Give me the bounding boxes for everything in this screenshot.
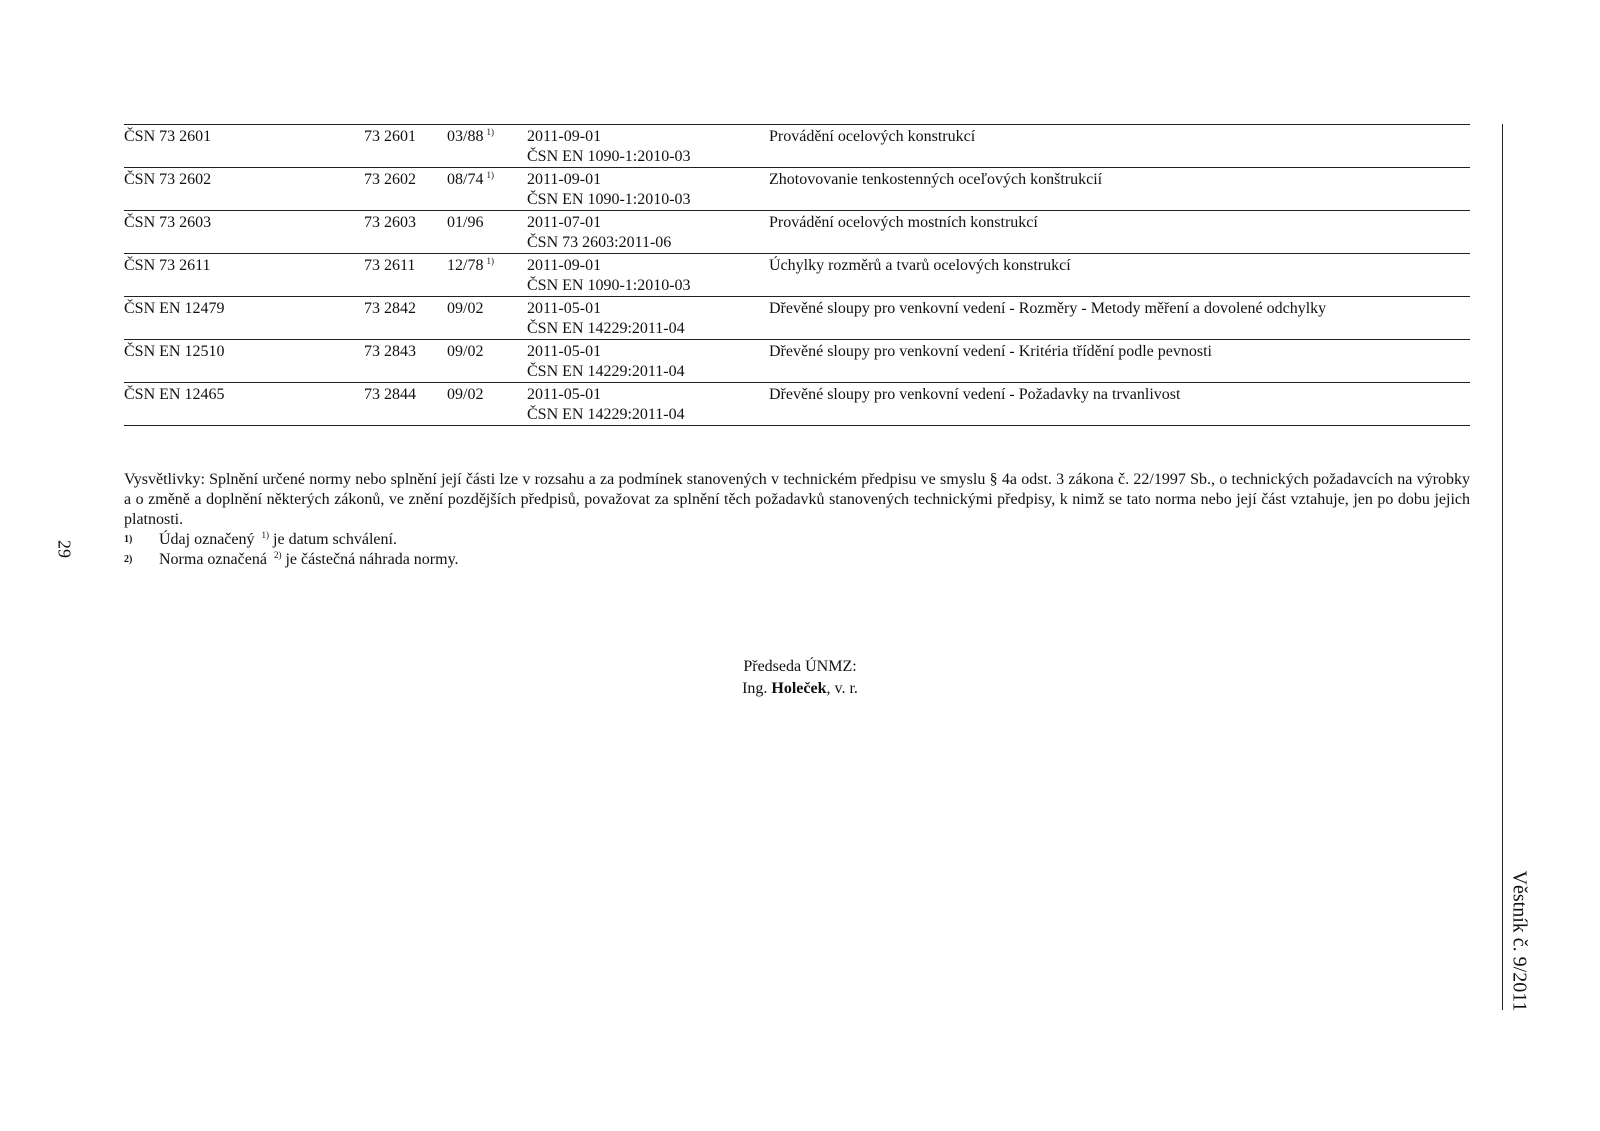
date-text: 2011-07-01	[527, 214, 602, 231]
note-mark: 1)	[124, 534, 133, 545]
title-text: Provádění ocelových mostních konstrukcí	[769, 214, 1038, 231]
date-cell	[527, 297, 769, 340]
signature-name: Holeček	[771, 680, 827, 697]
norm-cell	[124, 211, 364, 254]
title-text: Dřevěné sloupy pro venkovní vedení - Požadavky na trvanlivost	[769, 386, 1181, 403]
issued-cell	[447, 168, 527, 211]
date-cell	[527, 383, 769, 426]
norm-text: ČSN EN 12479	[124, 300, 225, 317]
title-cell	[769, 383, 1470, 426]
note-text: Norma označená	[159, 551, 267, 568]
explanation-text: Vysvětlivky: Splnění určené normy nebo splnění její části lze v rozsahu a za podmínek stanovených v technickém předpisu ve smyslu § 4a odst. 3 zákona č. 22/1997 Sb., o technických požadavcích na výrobky a o změně a doplnění některých zákonů, ve znění pozdějších předpisů, považovat za splnění těch požadavků stanovených technickými předpisy, k nimž se tato norma nebo její část vztahuje, jen po dobu jejich platnosti.	[124, 471, 1470, 528]
class-text: 73 2842	[364, 300, 416, 317]
date-text: ČSN EN 14229:2011-04	[527, 363, 685, 380]
note-text: je datum schválení.	[273, 531, 397, 548]
norm-text: ČSN 73 2603	[124, 214, 212, 231]
date-cell	[527, 254, 769, 297]
norm-cell	[124, 125, 364, 168]
class-text: 73 2601	[364, 128, 416, 145]
table-row	[124, 211, 1470, 254]
date-text: 2011-05-01	[527, 300, 602, 317]
signature-line	[0, 678, 1600, 700]
date-text: 2011-05-01	[527, 343, 602, 360]
class-cell	[364, 297, 447, 340]
title-text: Provádění ocelových konstrukcí	[769, 128, 976, 145]
class-cell	[364, 168, 447, 211]
norm-cell	[124, 297, 364, 340]
class-text: 73 2603	[364, 214, 416, 231]
note-sup: 2)	[273, 549, 282, 560]
title-cell	[769, 297, 1470, 340]
norm-cell	[124, 383, 364, 426]
date-text: ČSN EN 1090-1:2010-03	[527, 277, 691, 294]
class-cell	[364, 383, 447, 426]
date-cell	[527, 211, 769, 254]
table-row	[124, 383, 1470, 426]
issued-cell	[447, 297, 527, 340]
issued-text: 01/96	[447, 214, 484, 231]
class-cell	[364, 254, 447, 297]
title-text: Zhotovovanie tenkostenných oceľových konštrukcií	[769, 171, 1103, 188]
date-text: ČSN EN 14229:2011-04	[527, 320, 685, 337]
class-text: 73 2844	[364, 386, 416, 403]
date-text: 2011-05-01	[527, 386, 602, 403]
norm-text: ČSN EN 12510	[124, 343, 225, 360]
title-cell	[769, 254, 1470, 297]
title-cell	[769, 125, 1470, 168]
footnote-ref: 1)	[486, 255, 494, 266]
title-text: Dřevěné sloupy pro venkovní vedení - Kritéria třídění podle pevnosti	[769, 343, 1212, 360]
issued-text: 03/88	[447, 128, 484, 145]
date-text: ČSN EN 14229:2011-04	[527, 406, 685, 423]
note-sup: 1)	[261, 529, 270, 540]
page-number: 29	[54, 540, 75, 558]
date-text: ČSN 73 2603:2011-06	[527, 234, 672, 251]
table-row	[124, 168, 1470, 211]
date-text: 2011-09-01	[527, 128, 602, 145]
note-mark: 2)	[124, 554, 133, 565]
signature-prefix: Ing.	[742, 680, 768, 697]
date-cell	[527, 340, 769, 383]
norm-text: ČSN 73 2611	[124, 257, 211, 274]
note-text: je částečná náhrada normy.	[285, 551, 459, 568]
signature-suffix: , v. r.	[826, 680, 858, 697]
class-text: 73 2611	[364, 257, 416, 274]
title-cell	[769, 211, 1470, 254]
date-text: ČSN EN 1090-1:2010-03	[527, 191, 691, 208]
class-cell	[364, 340, 447, 383]
note-1	[124, 530, 1470, 550]
table-row	[124, 340, 1470, 383]
date-text: 2011-09-01	[527, 257, 602, 274]
note-text: Údaj označený	[159, 531, 255, 548]
issued-cell	[447, 254, 527, 297]
norm-cell	[124, 254, 364, 297]
norm-text: ČSN EN 12465	[124, 386, 225, 403]
title-text: Dřevěné sloupy pro venkovní vedení - Rozměry - Metody měření a dovolené odchylky	[769, 300, 1327, 317]
margin-rule	[1502, 124, 1503, 1010]
date-text: ČSN EN 1090-1:2010-03	[527, 148, 691, 165]
title-cell	[769, 340, 1470, 383]
class-text: 73 2602	[364, 171, 416, 188]
norm-text: ČSN 73 2602	[124, 171, 212, 188]
issued-cell	[447, 383, 527, 426]
date-text: 2011-09-01	[527, 171, 602, 188]
norm-text: ČSN 73 2601	[124, 128, 212, 145]
class-cell	[364, 211, 447, 254]
title-cell	[769, 168, 1470, 211]
class-cell	[364, 125, 447, 168]
class-text: 73 2843	[364, 343, 416, 360]
issued-text: 09/02	[447, 300, 484, 317]
date-cell	[527, 168, 769, 211]
issued-cell	[447, 340, 527, 383]
date-cell	[527, 125, 769, 168]
signature-block	[0, 656, 1600, 700]
norms-table	[124, 124, 1470, 426]
issued-text: 09/02	[447, 386, 484, 403]
issued-text: 09/02	[447, 343, 484, 360]
table-row	[124, 254, 1470, 297]
footnote-ref: 1)	[486, 126, 494, 137]
table-row	[124, 125, 1470, 168]
signature-role: Předseda ÚNMZ:	[743, 658, 857, 675]
norm-cell	[124, 340, 364, 383]
note-2	[124, 550, 1470, 570]
norm-cell	[124, 168, 364, 211]
issued-text: 12/78	[447, 257, 484, 274]
journal-label: Věstník č. 9/2011	[1508, 870, 1531, 1012]
title-text: Úchylky rozměrů a tvarů ocelových konstrukcí	[769, 257, 1071, 274]
footnote-ref: 1)	[486, 169, 494, 180]
issued-text: 08/74	[447, 171, 484, 188]
table-row	[124, 297, 1470, 340]
issued-cell	[447, 125, 527, 168]
issued-cell	[447, 211, 527, 254]
explanatory-notes	[124, 470, 1470, 570]
